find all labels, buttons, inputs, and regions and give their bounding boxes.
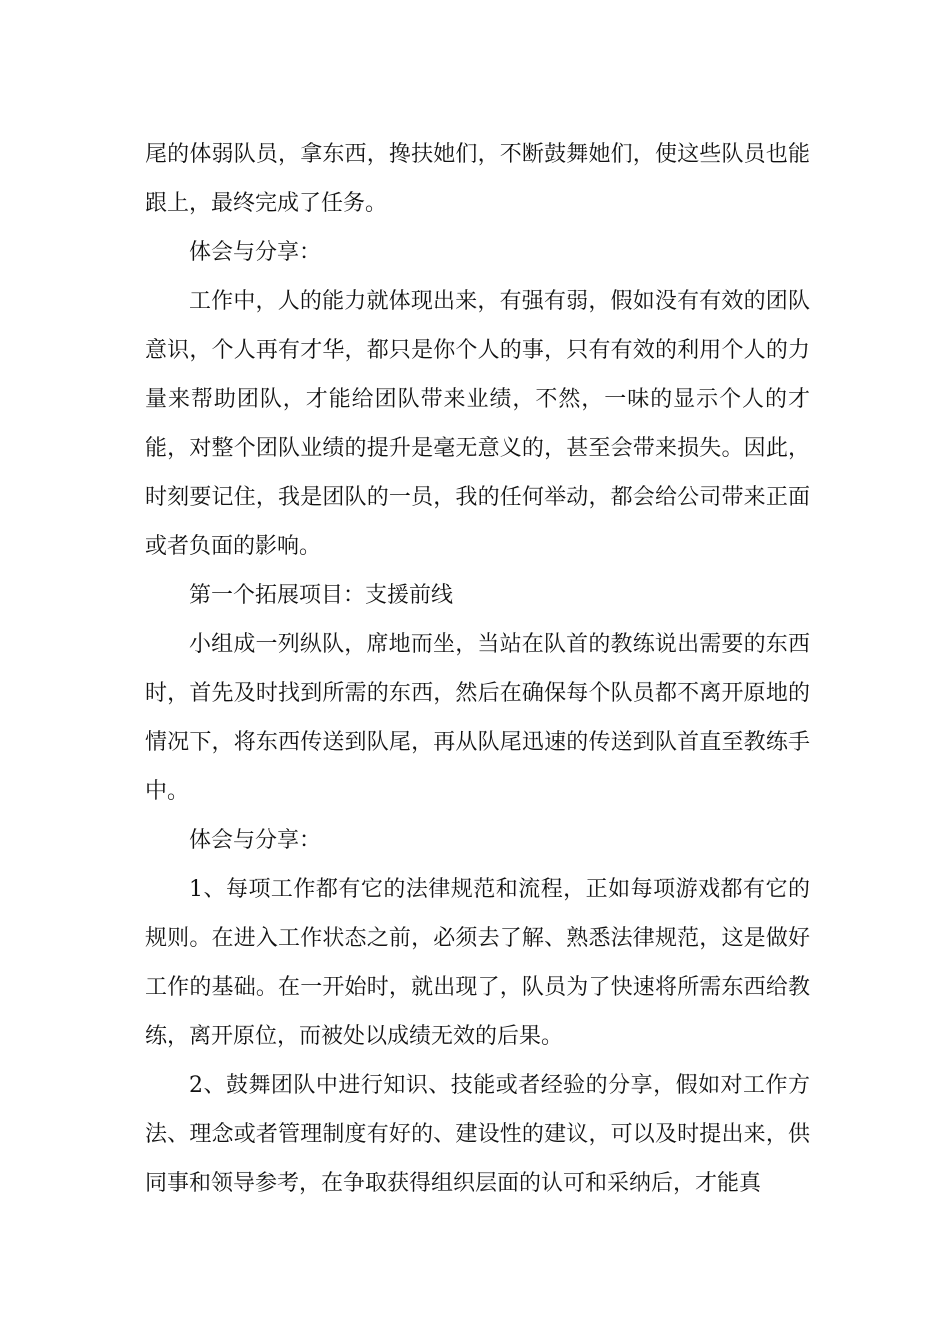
paragraph-point-1: 1、每项工作都有它的法律规范和流程，正如每项游戏都有它的规则。在进入工作状态之前，必须去了解、熟悉法律规范，这是做好工作的基础。在一开始时，就出现了，队员为了快速将所需东西给教练，离开原位，而被处以成绩无效的后果。 <box>145 877 810 1049</box>
section-heading-reflection-2: 体会与分享： <box>189 828 322 853</box>
paragraph-continuation: 尾的体弱队员，拿东西，搀扶她们，不断鼓舞她们，使这些队员也能跟上，最终完成了任务。 <box>145 142 810 216</box>
section-heading-reflection: 体会与分享： <box>189 240 322 265</box>
section-heading-project: 第一个拓展项目：支援前线 <box>189 583 454 608</box>
document-body <box>145 130 810 1208</box>
paragraph-teamwork: 工作中，人的能力就体现出来，有强有弱，假如没有有效的团队意识，个人再有才华，都只是你个人的事，只有有效的利用个人的力量来帮助团队，才能给团队带来业绩，不然，一味的显示个人的才能，对整个团队业绩的提升是毫无意义的，甚至会带来损失。因此，时刻要记住，我是团队的一员，我的任何举动，都会给公司带来正面或者负面的影响。 <box>145 289 810 559</box>
paragraph-project-description: 小组成一列纵队，席地而坐，当站在队首的教练说出需要的东西时，首先及时找到所需的东西，然后在确保每个队员都不离开原地的情况下，将东西传送到队尾，再从队尾迅速的传送到队首直至教练手中。 <box>145 632 810 804</box>
paragraph-point-2: 2、鼓舞团队中进行知识、技能或者经验的分享，假如对工作方法、理念或者管理制度有好的、建设性的建议，可以及时提出来，供同事和领导参考，在争取获得组织层面的认可和采纳后，才能真 <box>145 1073 810 1196</box>
